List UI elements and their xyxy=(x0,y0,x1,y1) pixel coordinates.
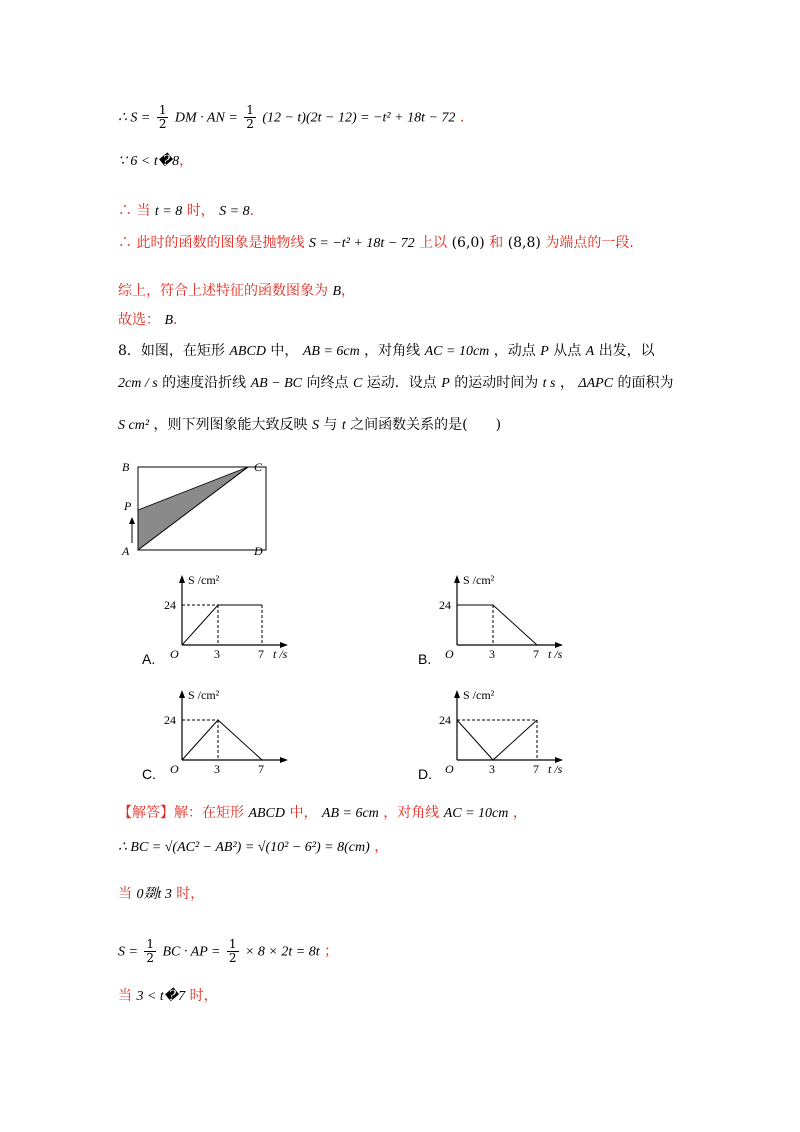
tick-7: 7 xyxy=(258,762,264,776)
tick-7: 7 xyxy=(258,647,264,661)
x-axis-label: t /s xyxy=(548,647,563,661)
option-d-label[interactable]: D. xyxy=(418,766,432,782)
tick-7: 7 xyxy=(533,762,539,776)
label-a: A xyxy=(122,544,130,558)
origin-label: O xyxy=(445,647,454,661)
tick-3: 3 xyxy=(489,762,495,776)
option-c-label[interactable]: C. xyxy=(142,766,156,782)
label-c: C xyxy=(254,460,263,474)
tick-3: 3 xyxy=(214,762,220,776)
tick-24: 24 xyxy=(439,598,451,612)
y-axis-label: S /cm² xyxy=(188,688,220,702)
y-axis-label: S /cm² xyxy=(188,573,220,587)
prev-line-6: 故选： B. xyxy=(118,312,178,328)
fraction-half: $\frac{1}{2}$ xyxy=(228,937,237,965)
y-axis-label: S /cm² xyxy=(463,688,495,702)
label-p: P xyxy=(124,499,132,513)
answer-line-2: ∴ BC = √(AC² − AB²) = √(10² − 6²) = 8(cm) ， xyxy=(118,839,389,855)
origin-label: O xyxy=(170,762,179,776)
answer-line-3: 当 0剟t 3 时， xyxy=(118,886,205,902)
prev-line-5: 综上，符合上述特征的函数图象为 B， xyxy=(118,283,356,299)
option-a-label[interactable]: A. xyxy=(142,651,156,667)
graph-line xyxy=(457,720,537,760)
graph-option-d xyxy=(435,685,575,780)
rectangle-figure xyxy=(118,455,278,565)
label-d: D xyxy=(254,544,263,558)
option-b-label[interactable]: B. xyxy=(418,651,432,667)
prev-line-1: ∴ S = $\frac{1}{2}$ DM · AN = $\frac{1}{2}$ (12 − t)(2t − 12) = −t² + 18t − 72 . xyxy=(118,103,465,131)
fraction-half: $\frac{1}{2}$ xyxy=(146,937,155,965)
prev-line-3: ∴ 当 t = 8 时， S = 8. xyxy=(118,203,255,219)
fraction-half: $\frac{1}{2}$ xyxy=(158,103,167,131)
origin-label: O xyxy=(445,762,454,776)
prev-line-2: ∵ 6 < t�8， xyxy=(118,153,194,169)
x-axis-label: t /s xyxy=(273,647,288,661)
graph-line xyxy=(182,720,262,760)
label-b: B xyxy=(122,460,130,474)
graph-option-a xyxy=(160,570,300,665)
graph-option-b xyxy=(435,570,575,665)
q8-line-3: S cm² ，则下列图象能大致反映 S 与 t 之间函数关系的是( ) xyxy=(118,417,502,433)
answer-line-5: 当 3 < t�7 时， xyxy=(118,988,218,1004)
tick-24: 24 xyxy=(164,598,176,612)
prev-line-4: ∴ 此时的函数的图象是抛物线 S = −t² + 18t − 72 上以 (6,0) 和 (8,8) 为端点的一段. xyxy=(118,235,634,251)
y-axis-label: S /cm² xyxy=(463,573,495,587)
arrow-head xyxy=(129,517,135,524)
origin-label: O xyxy=(170,647,179,661)
answer-line-1: 【解答】解：在矩形 ABCD 中， AB = 6cm ，对角线 AC = 10cm ， xyxy=(118,805,527,821)
fraction-half: $\frac{1}{2}$ xyxy=(246,103,254,131)
x-axis-label: t /s xyxy=(548,762,563,776)
tick-24: 24 xyxy=(164,713,176,727)
graph-option-c xyxy=(160,685,300,780)
tick-3: 3 xyxy=(214,647,220,661)
q8-line-2: 2cm / s 的速度沿折线 AB − BC 向终点 C 运动．设点 P 的运动时间为 t s ， ΔAPC 的面积为 xyxy=(118,375,674,391)
tick-3: 3 xyxy=(489,647,495,661)
q8-line-1: 8．如图，在矩形 ABCD 中， AB = 6cm ，对角线 AC = 10cm ，动点 P 从点 A 出发，以 xyxy=(118,343,655,359)
graph-line xyxy=(457,605,537,645)
tick-24: 24 xyxy=(439,713,451,727)
tick-7: 7 xyxy=(533,647,539,661)
graph-line xyxy=(182,605,262,645)
answer-line-4: S = $\frac{1}{2}$ BC · AP = $\frac{1}{2}$ × 8 × 2t = 8t ； xyxy=(118,937,339,965)
